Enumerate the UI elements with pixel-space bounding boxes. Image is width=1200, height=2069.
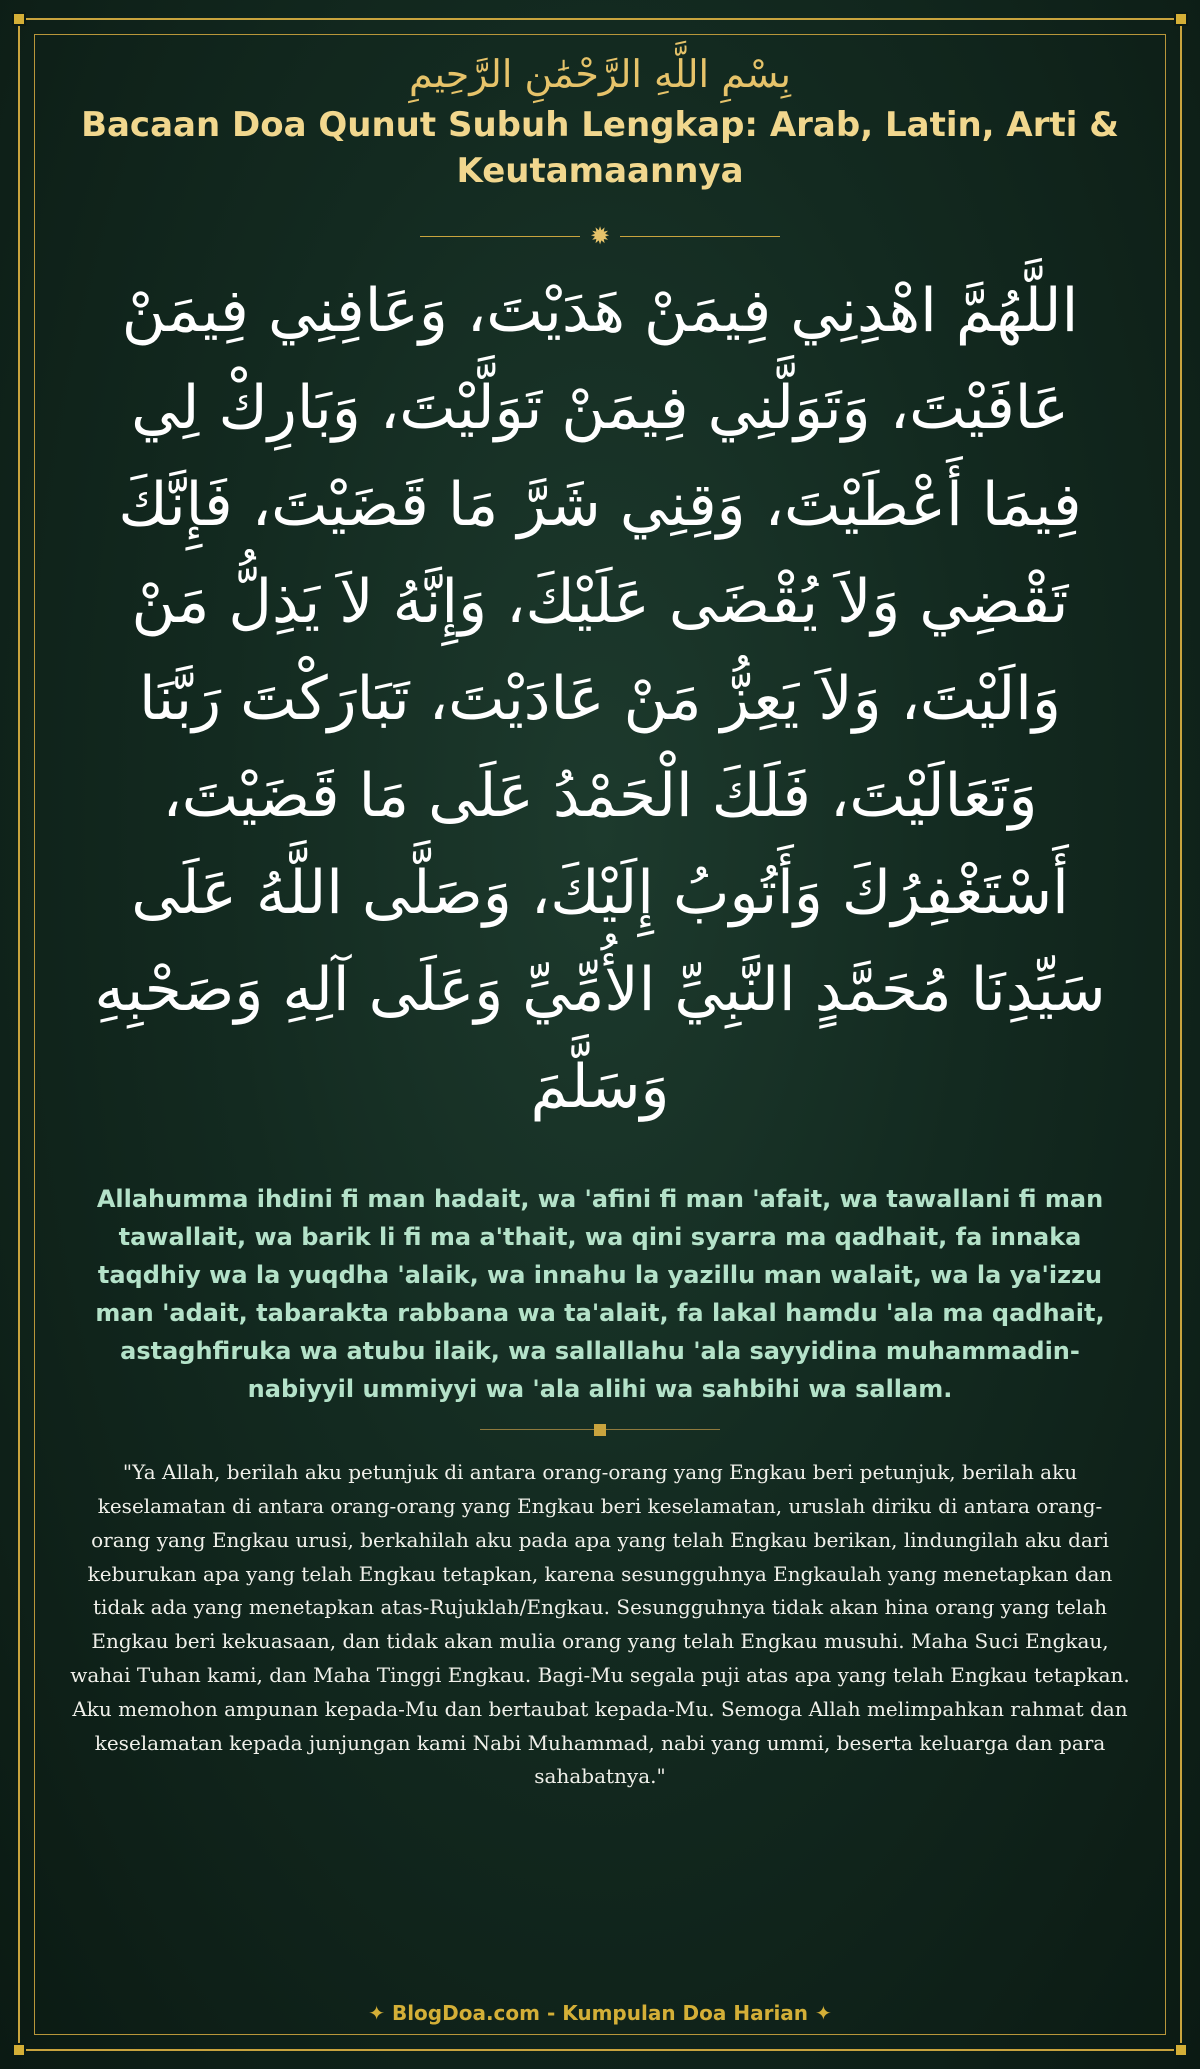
arabic-text: اللَّهُمَّ اهْدِنِي فِيمَنْ هَدَيْتَ، وَعَافِنِي فِيمَنْ عَافَيْتَ، وَتَوَلَّنِي فِيمَنْ تَوَلَّيْتَ، وَبَارِكْ لِي فِيمَا أَعْطَيْتَ، وَقِنِي شَرَّ مَا قَضَيْتَ، فَإِنَّكَ تَقْضِي وَلاَ يُقْضَى عَلَيْكَ، وَإِنَّهُ لاَ يَذِلُّ مَنْ وَالَيْتَ، وَلاَ يَعِزُّ مَنْ عَادَيْتَ، تَبَارَكْتَ رَبَّنَا وَتَعَالَيْتَ، فَلَكَ الْحَمْدُ عَلَى مَا قَضَيْتَ، أَسْتَغْفِرُكَ وَأَتُوبُ إِلَيْكَ، وَصَلَّى اللَّهُ عَلَى سَيِّدِنَا مُحَمَّدٍ النَّبِيِّ الأُمِّيِّ وَعَلَى آلِهِ وَصَحْبِهِ وَسَلَّمَ [94, 276, 1106, 1123]
corner-ornament-top-left [12, 12, 26, 26]
diamond-icon [594, 1424, 606, 1436]
corner-ornament-top-right [1174, 12, 1188, 26]
corner-ornament-bottom-left [12, 2043, 26, 2057]
section-divider [70, 1420, 1130, 1440]
divider-line-left [420, 236, 580, 237]
divider-line-right [620, 236, 780, 237]
footer-credit: ✦ BlogDoa.com - Kumpulan Doa Harian ✦ [368, 2001, 832, 2025]
doa-card [70, 50, 1130, 1794]
corner-ornament-bottom-right [1174, 2043, 1188, 2057]
translation-text: "Ya Allah, berilah aku petunjuk di antara orang-orang yang Engkau beri petunjuk, berilah aku keselamatan di antara orang-orang yang Engkau beri keselamatan, uruslah diriku di antara orang-orang yang Engkau urusi, berkahilah aku pada apa yang telah Engkau berikan, lindungilah aku dari keburukan apa yang telah Engkau tetapkan, karena sesungguhnya Engkaulah yang menetapkan dan tidak ada yang menetapkan atas-Rujuklah/Engkau. Sesungguhnya tidak akan hina orang yang telah Engkau beri kekuasaan, dan tidak akan mulia orang yang telah Engkau musuhi. Maha Suci Engkau, wahai Tuhan kami, dan Maha Tinggi Engkau. Bagi-Mu segala puji atas apa yang telah Engkau tetapkan. Aku memohon ampunan kepada-Mu dan bertaubat kepada-Mu. Semoga Allah melimpahkan rahmat dan keselamatan kepada junjungan kami Nabi Muhammad, nabi yang ummi, beserta keluarga dan para sahabatnya." [70, 1460, 1130, 1789]
page-title: Bacaan Doa Qunut Subuh Lengkap: Arab, Latin, Arti & Keutamaannya [81, 105, 1119, 192]
basmala: بِسْمِ اللَّهِ الرَّحْمَٰنِ الرَّحِيمِ [409, 52, 791, 96]
latin-transliteration: Allahumma ihdini fi man hadait, wa 'afini fi man 'afait, wa tawallani fi man tawallait, wa barik li fi ma a'thait, wa qini syarra ma qadhait, fa innaka taqdhiy wa la yuqdha 'alaik, wa innahu la yazillu man walait, wa la ya'izzu man 'adait, tabarakta rabbana wa ta'alait, fa lakal hamdu 'ala ma qadhait, astaghfiruka wa atubu ilaik, wa sallallahu 'ala sayyidina muhammadin-nabiyyil ummiyyi wa 'ala alihi wa sahbihi wa sallam. [95, 1185, 1105, 1404]
ornament-divider [70, 221, 1130, 251]
sun-star-icon: ✹ [589, 222, 611, 251]
